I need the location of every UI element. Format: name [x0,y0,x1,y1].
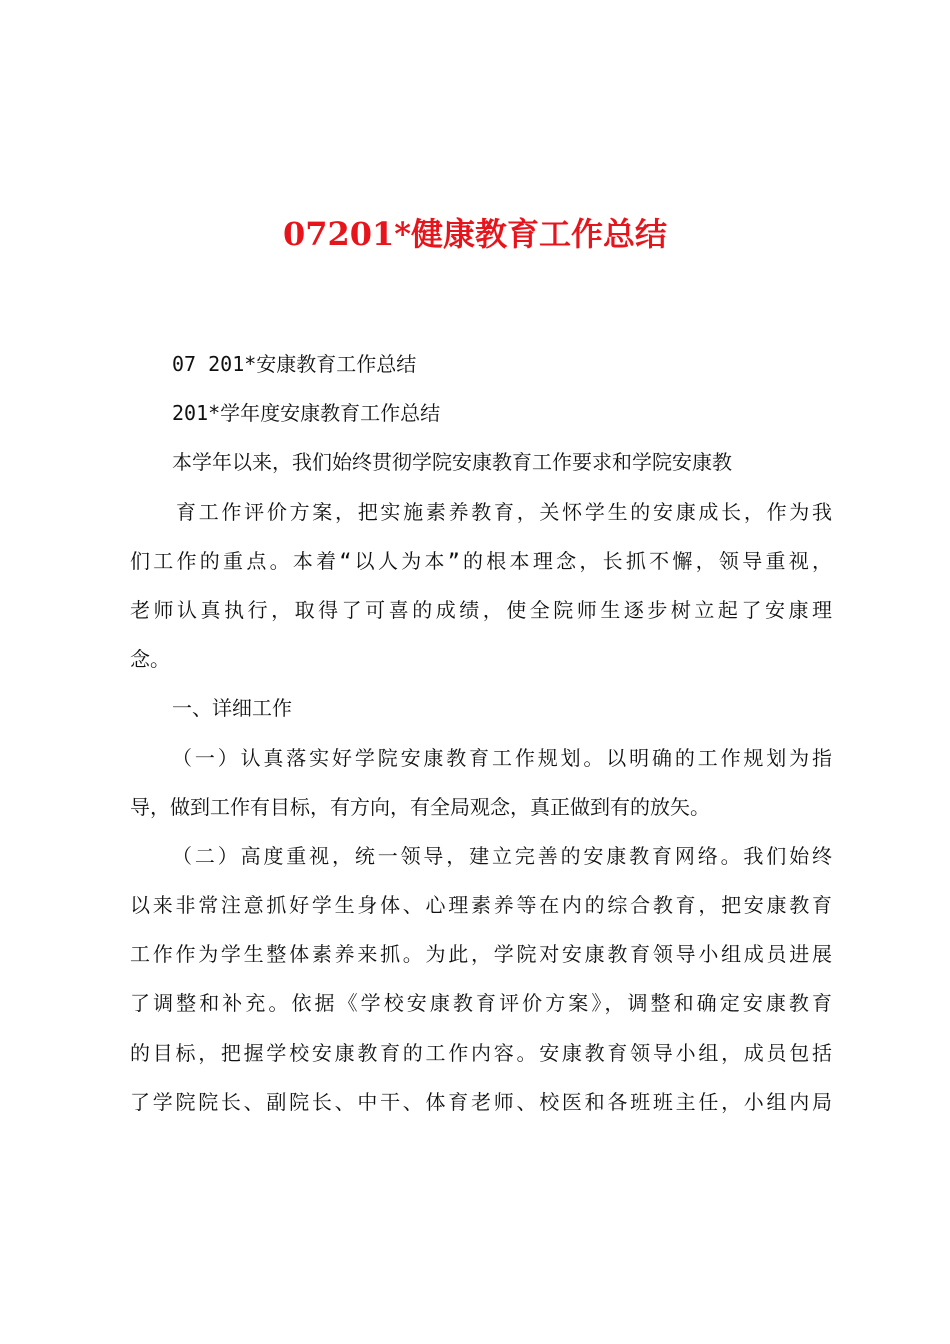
paragraph-line: 们工作的重点。本着“以人为本”的根本理念，长抓不懈，领导重视， [130,548,832,573]
document-title: 07201*健康教育工作总结 [282,215,668,253]
paragraph-line: 以来非常注意抓好学生身体、心理素养等在内的综合教育，把安康教育 [130,893,832,918]
paragraph-line: 201*学年度安康教育工作总结 [172,401,441,426]
paragraph-line: 老师认真执行，取得了可喜的成绩，使全院师生逐步树立起了安康理 [130,597,832,622]
paragraph-line: 念。 [130,647,170,672]
paragraph-line: 导，做到工作有目标，有方向，有全局观念，真正做到有的放矢。 [130,794,710,819]
paragraph-line: 育工作评价方案，把实施素养教育，关怀学生的安康成长，作为我 [176,499,832,524]
paragraph-line: 07 201*安康教育工作总结 [172,352,417,376]
paragraph-line: 的目标，把握学校安康教育的工作内容。安康教育领导小组，成员包括 [130,1040,832,1065]
paragraph-line: （一）认真落实好学院安康教育工作规划。以明确的工作规划为指 [172,745,832,770]
paragraph-line: （二）高度重视，统一领导，建立完善的安康教育网络。我们始终 [172,843,832,868]
paragraph-line: 本学年以来，我们始终贯彻学院安康教育工作要求和学院安康教 [172,450,732,475]
section-heading: 一、详细工作 [172,696,292,721]
paragraph-line: 了调整和补充。依据《学校安康教育评价方案》，调整和确定安康教育 [130,991,832,1016]
paragraph-line: 了学院院长、副院长、中干、体育老师、校医和各班班主任，小组内局 [130,1089,832,1114]
document-body [130,340,832,1127]
paragraph-line: 工作作为学生整体素养来抓。为此，学院对安康教育领导小组成员进展 [130,942,832,967]
